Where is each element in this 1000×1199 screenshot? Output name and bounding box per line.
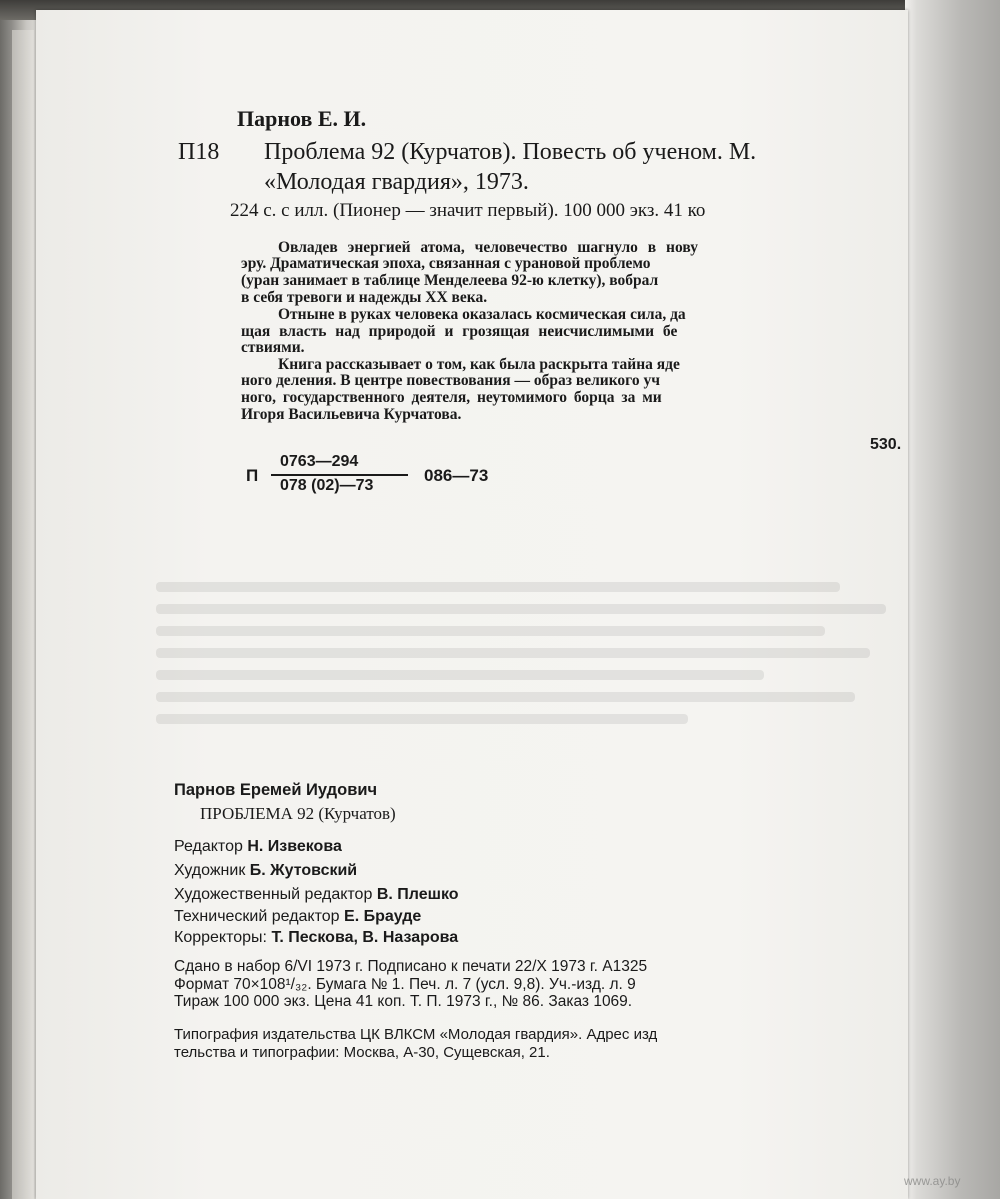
book-page — [36, 10, 908, 1199]
credit-name: Н. Извекова — [247, 838, 342, 855]
title-line-1: Проблема 92 (Курчатов). Повесть об ученом. М. — [264, 139, 757, 165]
annotation-line: Игоря Васильевича Курчатова. — [241, 406, 462, 423]
credit-role: Художественный редактор — [174, 886, 373, 903]
credit-role: Корректоры: — [174, 929, 267, 946]
credit-editor — [174, 838, 342, 856]
annotation-line: Отныне в руках человека оказалась космическая сила, да — [278, 306, 686, 323]
title-line-2: «Молодая гвардия», 1973. — [264, 169, 529, 195]
annotation-line: (уран занимает в таблице Менделеева 92-ю клетку), вобрал — [241, 272, 659, 289]
title-caps: ПРОБЛЕМА 92 (Курчатов) — [200, 804, 396, 823]
author-full-name: Парнов Еремей Иудович — [174, 781, 378, 799]
credit-name: Т. Пескова, В. Назарова — [271, 929, 459, 946]
credit-role: Технический редактор — [174, 908, 340, 925]
background-right-page — [905, 0, 1000, 1199]
annotation-line: Овладев энергией атома, человечество шагнуло в нову — [278, 239, 698, 256]
credit-role: Художник — [174, 862, 246, 879]
credit-name: Б. Жутовский — [249, 862, 358, 879]
udc-code: 530. — [870, 436, 902, 453]
credit-art-editor — [174, 886, 459, 904]
annotation-line: эру. Драматическая эпоха, связанная с урановой проблемо — [241, 255, 651, 272]
annotation-line: ствиями. — [241, 339, 305, 356]
annotation-line: ного, государственного деятеля, неутомимого борца за ми — [241, 389, 662, 406]
pages-line: 224 с. с илл. (Пионер — значит первый). 100 000 экз. 41 ко — [230, 200, 706, 221]
author-heading: Парнов Е. И. — [237, 106, 367, 131]
bbk-letter: П — [246, 466, 259, 485]
credit-tech-editor — [174, 908, 421, 926]
bbk-denominator: 078 (02)—73 — [280, 477, 374, 494]
credit-name: В. Плешко — [376, 886, 459, 903]
credit-proofreaders — [174, 929, 458, 947]
watermark: www.ay.by — [904, 1174, 961, 1188]
credit-role: Редактор — [174, 838, 243, 855]
credit-name: Е. Брауде — [344, 908, 422, 925]
credit-artist — [174, 862, 357, 880]
print-info-line: Формат 70×108¹/₃₂. Бумага № 1. Печ. л. 7 (усл. 9,8). Уч.-изд. л. 9 — [174, 976, 636, 993]
fraction-line — [271, 474, 408, 476]
catalog-index: П18 — [178, 139, 220, 165]
annotation-line: в себя тревоги и надежды XX века. — [241, 289, 488, 306]
printer-line: Типография издательства ЦК ВЛКСМ «Молодая гвардия». Адрес изд — [174, 1026, 658, 1043]
bbk-numerator: 0763—294 — [280, 453, 359, 470]
print-info-line: Сдано в набор 6/VI 1973 г. Подписано к печати 22/X 1973 г. А1325 — [174, 958, 648, 975]
annotation-line: Книга рассказывает о том, как была раскрыта тайна яде — [278, 356, 680, 373]
bbk-suffix: 086—73 — [424, 466, 489, 485]
annotation-line: ного деления. В центре повествования — образ великого уч — [241, 372, 660, 389]
annotation-line: щая власть над природой и грозящая неисчислимыми бе — [241, 323, 678, 340]
print-info-line: Тираж 100 000 экз. Цена 41 коп. Т. П. 1973 г., № 86. Заказ 1069. — [174, 993, 633, 1010]
background-left-page-edge — [12, 30, 34, 1199]
show-through-text — [156, 570, 908, 770]
printer-line: тельства и типографии: Москва, А-30, Сущевская, 21. — [174, 1044, 550, 1061]
